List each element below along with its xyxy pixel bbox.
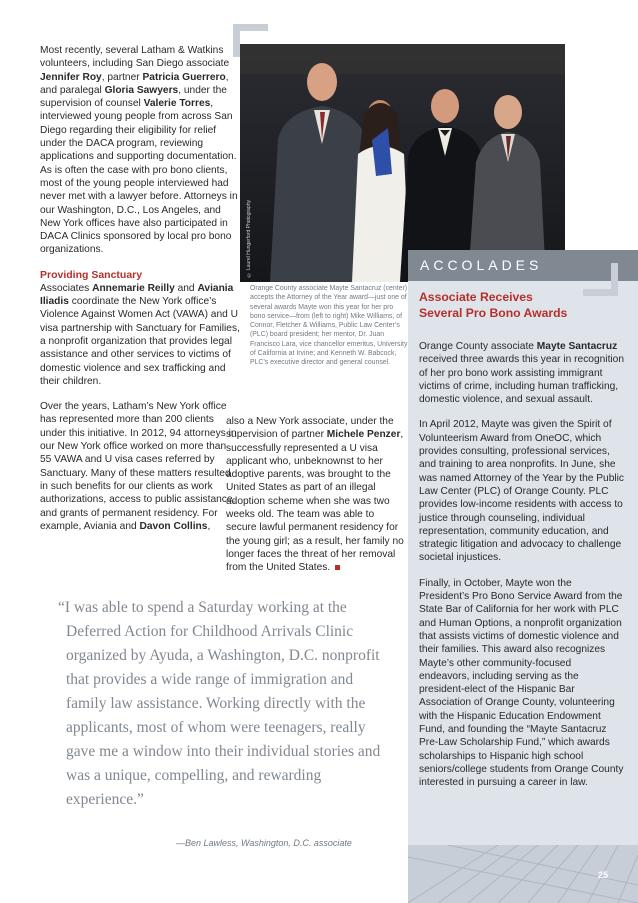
pull-quote: “I was able to spend a Saturday working at the Deferred Action for Childhood Arrivals Clinic organized by Ayuda, a Washington, D.C. nonprofit that provides a wide range of immigration and family law assistance. Working directly with the applicants, most of whom were teenagers, really gave me a window into their individual stories and was a unique, compelling, and rewarding experience.” xyxy=(58,599,381,808)
text-run: Associates xyxy=(40,282,93,294)
text-run: , successfully represented a U visa applicant who, unbeknownst to her adoptive parents, was brought to the United States as part of an illegal adoption scheme when she was two weeks old. The team was able to secure lawful permanent residency for the young girl; as a result, her family no longer faces the threat of her removal from the United States. xyxy=(226,429,404,574)
end-of-article-marker xyxy=(335,565,340,570)
text-run: , xyxy=(207,520,211,532)
text-run: Over the years, Latham’s New York office has represented more than 200 clients under this initiative. In 2012, 94 attorneys in our New York office worked on more than 55 VAWA and U visa cases referred by Sanctuary. Many of these matters resulted in such benefits for our clients as work authorizations, access to public assistance, and grants of permanent residency. For example, Aviania and xyxy=(40,401,237,532)
name-aviania-iliadis: Aviania Iliadis xyxy=(40,282,234,308)
text-run: received three awards this year in recognition of her pro bono work assisting immigrant victims of crime, including human trafficking, domestic violence, and sexual assault. xyxy=(419,354,624,406)
section-heading-providing-sanctuary: Providing Sanctuary xyxy=(40,268,143,281)
text-run: Most recently, several Latham & Watkins volunteers, including San Diego associate xyxy=(40,45,230,70)
paragraph-sanctuary xyxy=(40,282,240,388)
photo-credit: © Laurel Hungerford Photography xyxy=(246,200,252,278)
award-photo xyxy=(240,44,565,282)
name-gloria-sawyers: Gloria Sawyers xyxy=(104,84,179,96)
sidebar-body xyxy=(419,340,624,802)
middle-column xyxy=(226,415,404,575)
sidebar-title: Associate Receives Several Pro Bono Awards xyxy=(419,290,568,320)
name-jennifer-roy: Jennifer Roy xyxy=(40,71,102,83)
name-patricia-guerrero: Patricia Guerrero xyxy=(142,71,226,83)
paragraph-daca-clinics xyxy=(40,44,240,257)
text-run: coordinate the New York office’s Violence Against Women Act (VAWA) and U visa partnership with Sanctuary for Families, a nonprofit organization that provides legal assistance and other services to victims of domestic violence and sex trafficking and their children. xyxy=(40,296,240,387)
text-run: , and paralegal xyxy=(40,71,229,96)
paragraph-new-york-office xyxy=(40,400,240,533)
photo-caption: Orange County associate Mayte Santacruz (center) accepts the Attorney of the Year award—just one of several awards Mayte won this year for her pro bono service—from (left to right) Mike Williams, of Connor, Fletcher & Williams, Public Law Center’s (PLC) board president; her mentor, Dr. Juan Francisco Lara, vice chancellor emeritus, University of California at Irvine; and Kenneth W. Babcock, PLC’s executive director and general counsel. xyxy=(250,285,408,367)
name-valerie-torres: Valerie Torres xyxy=(143,98,211,110)
award-photo-illustration xyxy=(240,44,565,282)
text-run: , interviewed young people from across San Diego regarding their eligibility for relief under the DACA program, reviewing applications and supporting documentation. As is often the case with pro bono clients, most of the young people interviewed had never met with a lawyer before. Attorneys in our Washington, D.C., Los Angeles, and New York offices have also participated in DACA Clinics sponsored by local pro bono organizations. xyxy=(40,98,238,256)
sidebar-paragraph-1 xyxy=(419,340,624,406)
sidebar-paragraph-3: Finally, in October, Mayte won the President’s Pro Bono Service Award from the State Bar of California for her work with PLC and Human Options, a nonprofit organization that assists victims of domestic violence and their families. This award also recognizes Mayte’s other community-focused endeavors, including serving as the president-elect of the Hispanic Bar Association of Orange County, volunteering with the Hispanic Education Endowment Fund, and founding the “Mayte Santacruz Pre-Law Scholarship Fund,” which awards scholarships to Hispanic high school seniors/college students from Orange County interested in pursuing a career in law. xyxy=(419,577,624,789)
left-column xyxy=(40,44,240,545)
text-run: , under the supervision of counsel xyxy=(40,84,227,110)
name-davon-collins: Davon Collins xyxy=(139,520,208,532)
text-run: also a New York associate, under the supervision of partner xyxy=(226,416,394,441)
text-run: and xyxy=(174,282,198,294)
sidebar-label: ACCOLADES xyxy=(420,257,543,273)
page-number: 25 xyxy=(598,870,609,880)
text-run: Orange County associate xyxy=(419,341,537,352)
decorative-bracket-sidebar xyxy=(583,263,618,296)
name-michele-penzer: Michele Penzer xyxy=(326,429,401,441)
quote-attribution: —Ben Lawless, Washington, D.C. associate xyxy=(176,838,352,848)
paragraph-continuation xyxy=(226,415,404,575)
text-run: , partner xyxy=(101,71,143,83)
name-annemarie-reilly: Annemarie Reilly xyxy=(92,282,175,294)
sidebar-paragraph-2: In April 2012, Mayte was given the Spirit of Volunteerism Award from OneOC, which provides consulting, professional services, and training to area nonprofits. In June, she was named Attorney of the Year by the Public Law Center (PLC) of Orange County. PLC provides low-income residents with access to justice through counseling, individual representation, community education, and strategic litigation and advocacy to challenge societal injustices. xyxy=(419,419,625,564)
name-mayte-santacruz: Mayte Santacruz xyxy=(536,341,618,352)
